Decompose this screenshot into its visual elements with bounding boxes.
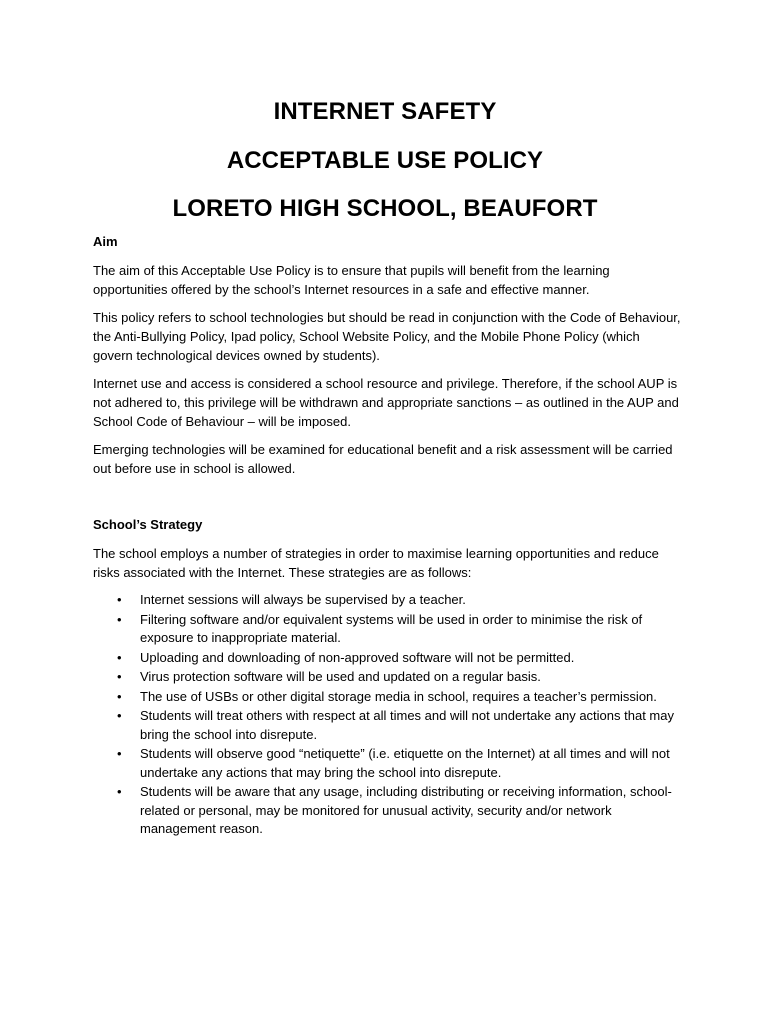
bullet-icon: • <box>117 592 122 607</box>
list-item-text: Students will treat others with respect at all times and will not undertake any actions that may bring the school into disrepute. <box>140 708 674 742</box>
document-title <box>0 88 770 234</box>
list-item-text: Filtering software and/or equivalent systems will be used in order to minimise the risk of exposure to inappropriate material. <box>140 611 643 645</box>
title-line-2: ACCEPTABLE USE POLICY <box>226 146 544 174</box>
document-body <box>93 232 683 840</box>
strategy-heading: School’s Strategy <box>93 517 203 532</box>
list-item <box>93 649 683 668</box>
strategy-bullet-list <box>93 591 683 839</box>
aim-paragraph: The aim of this Acceptable Use Policy is to ensure that pupils will benefit from the learning opportunities offered by the school’s Internet resources in a safe and effective manner. <box>93 263 610 297</box>
aim-heading: Aim <box>93 234 118 249</box>
bullet-icon: • <box>117 649 122 665</box>
list-item <box>93 668 683 687</box>
title-line-3: LORETO HIGH SCHOOL, BEAUFORT <box>172 195 598 222</box>
title-line-1: INTERNET SAFETY <box>273 98 497 125</box>
list-item <box>93 611 683 648</box>
list-item <box>93 591 683 610</box>
list-item <box>93 707 683 744</box>
list-item-text: Students will observe good “netiquette” (i.e. etiquette on the Internet) at all times and will not undertake any actions that may bring the school into disrepute. <box>140 746 670 780</box>
list-item-text: Students will be aware that any usage, including distributing or receiving information, school-related or personal, may be monitored for unusual activity, security and/or network management reason. <box>140 784 672 836</box>
bullet-icon: • <box>117 784 122 799</box>
strategy-intro-paragraph: The school employs a number of strategies in order to maximise learning opportunities and reduce risks associated with the Internet. These strategies are as follows: <box>93 546 659 580</box>
bullet-icon: • <box>117 688 122 704</box>
list-item <box>93 783 683 839</box>
list-item-text: Internet sessions will always be supervised by a teacher. <box>140 592 466 607</box>
bullet-icon: • <box>117 746 122 761</box>
policy-scope-paragraph: This policy refers to school technologies but should be read in conjunction with the Code of Behaviour, the Anti-Bullying Policy, Ipad policy, School Website Policy, and the Mobile Phone Policy (which govern technological devices owned by students). <box>93 310 681 363</box>
emerging-tech-paragraph: Emerging technologies will be examined for educational benefit and a risk assessment will be carried out before use in school is allowed. <box>93 442 673 476</box>
list-item <box>93 688 683 707</box>
bullet-icon: • <box>117 611 122 627</box>
list-item <box>93 745 683 782</box>
privilege-paragraph: Internet use and access is considered a school resource and privilege. Therefore, if the school AUP is not adhered to, this privilege will be withdrawn and appropriate sanctions – as outlined in the AUP and School Code of Behaviour – will be imposed. <box>93 376 679 429</box>
list-item-text: The use of USBs or other digital storage media in school, requires a teacher’s permission. <box>140 688 657 704</box>
bullet-icon: • <box>117 708 122 723</box>
bullet-icon: • <box>117 669 122 684</box>
list-item-text: Virus protection software will be used and updated on a regular basis. <box>140 669 541 684</box>
list-item-text: Uploading and downloading of non-approved software will not be permitted. <box>140 649 575 665</box>
section-spacer <box>93 487 683 515</box>
